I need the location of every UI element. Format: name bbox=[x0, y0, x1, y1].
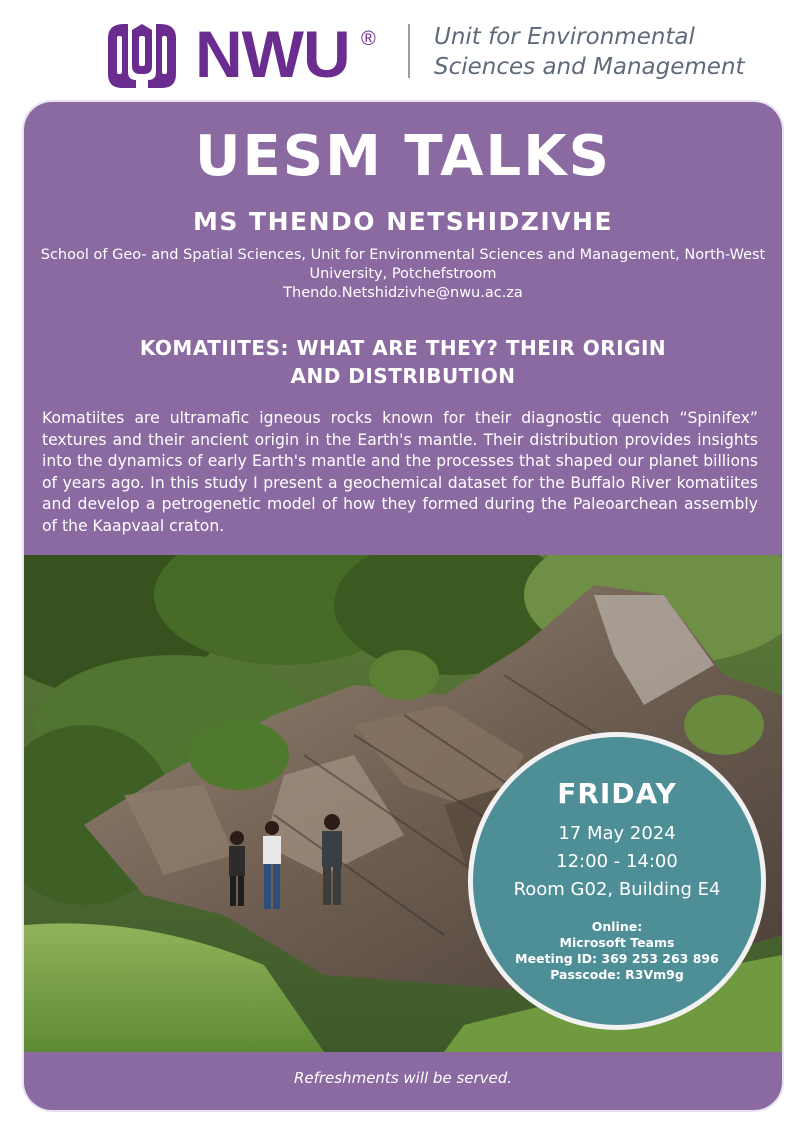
meeting-passcode: Passcode: R3Vm9g bbox=[550, 967, 684, 982]
unit-name-line2: Sciences and Management bbox=[434, 54, 745, 80]
talk-abstract: Komatiites are ultramafic igneous rocks known for their diagnostic quench “Spinifex” textures and their ancient origin in the Earth's mantle. Their distribution provides insights into the dynamics of early Earth's mantle and the processes that shaped our planet billions of years ago. In this study I present a geochemical dataset for the Buffalo River komatiites and develop a petrogenetic model of how they formed during the Paleoarchean assembly of the Kaapvaal craton. bbox=[42, 409, 758, 535]
talk-title-line2: AND DISTRIBUTION bbox=[290, 364, 516, 388]
footer-note: Refreshments will be served. bbox=[293, 1069, 513, 1087]
speaker-name: MS THENDO NETSHIDZIVHE bbox=[192, 207, 614, 236]
header bbox=[0, 0, 806, 100]
logo-wordmark: NWU bbox=[195, 17, 350, 91]
meeting-id: Meeting ID: 369 253 263 896 bbox=[515, 951, 719, 966]
online-platform: Microsoft Teams bbox=[559, 935, 675, 950]
talk-title-line1: KOMATIITES: WHAT ARE THEY? THEIR ORIGIN bbox=[139, 336, 667, 360]
talk-title bbox=[124, 334, 682, 390]
speaker-affiliation: School of Geo- and Spatial Sciences, Unit for Environmental Sciences and Management, North-West University, Potchefstroom bbox=[40, 247, 766, 282]
series-title: UESM TALKS bbox=[195, 124, 611, 189]
event-time: 12:00 - 14:00 bbox=[556, 851, 678, 872]
unit-name bbox=[434, 22, 774, 82]
nwu-logo-icon bbox=[106, 22, 178, 90]
event-day: FRIDAY bbox=[557, 777, 677, 810]
online-label: Online: bbox=[591, 919, 643, 934]
event-date: 17 May 2024 bbox=[558, 823, 676, 844]
speaker-email[interactable]: Thendo.Netshidzivhe@nwu.ac.za bbox=[283, 285, 523, 301]
registered-mark: ® bbox=[361, 28, 376, 50]
event-venue: Room G02, Building E4 bbox=[513, 879, 721, 900]
unit-name-line1: Unit for Environmental bbox=[434, 24, 695, 50]
event-details-badge bbox=[473, 737, 761, 1025]
poster-card bbox=[24, 102, 782, 1110]
header-divider bbox=[408, 24, 410, 78]
